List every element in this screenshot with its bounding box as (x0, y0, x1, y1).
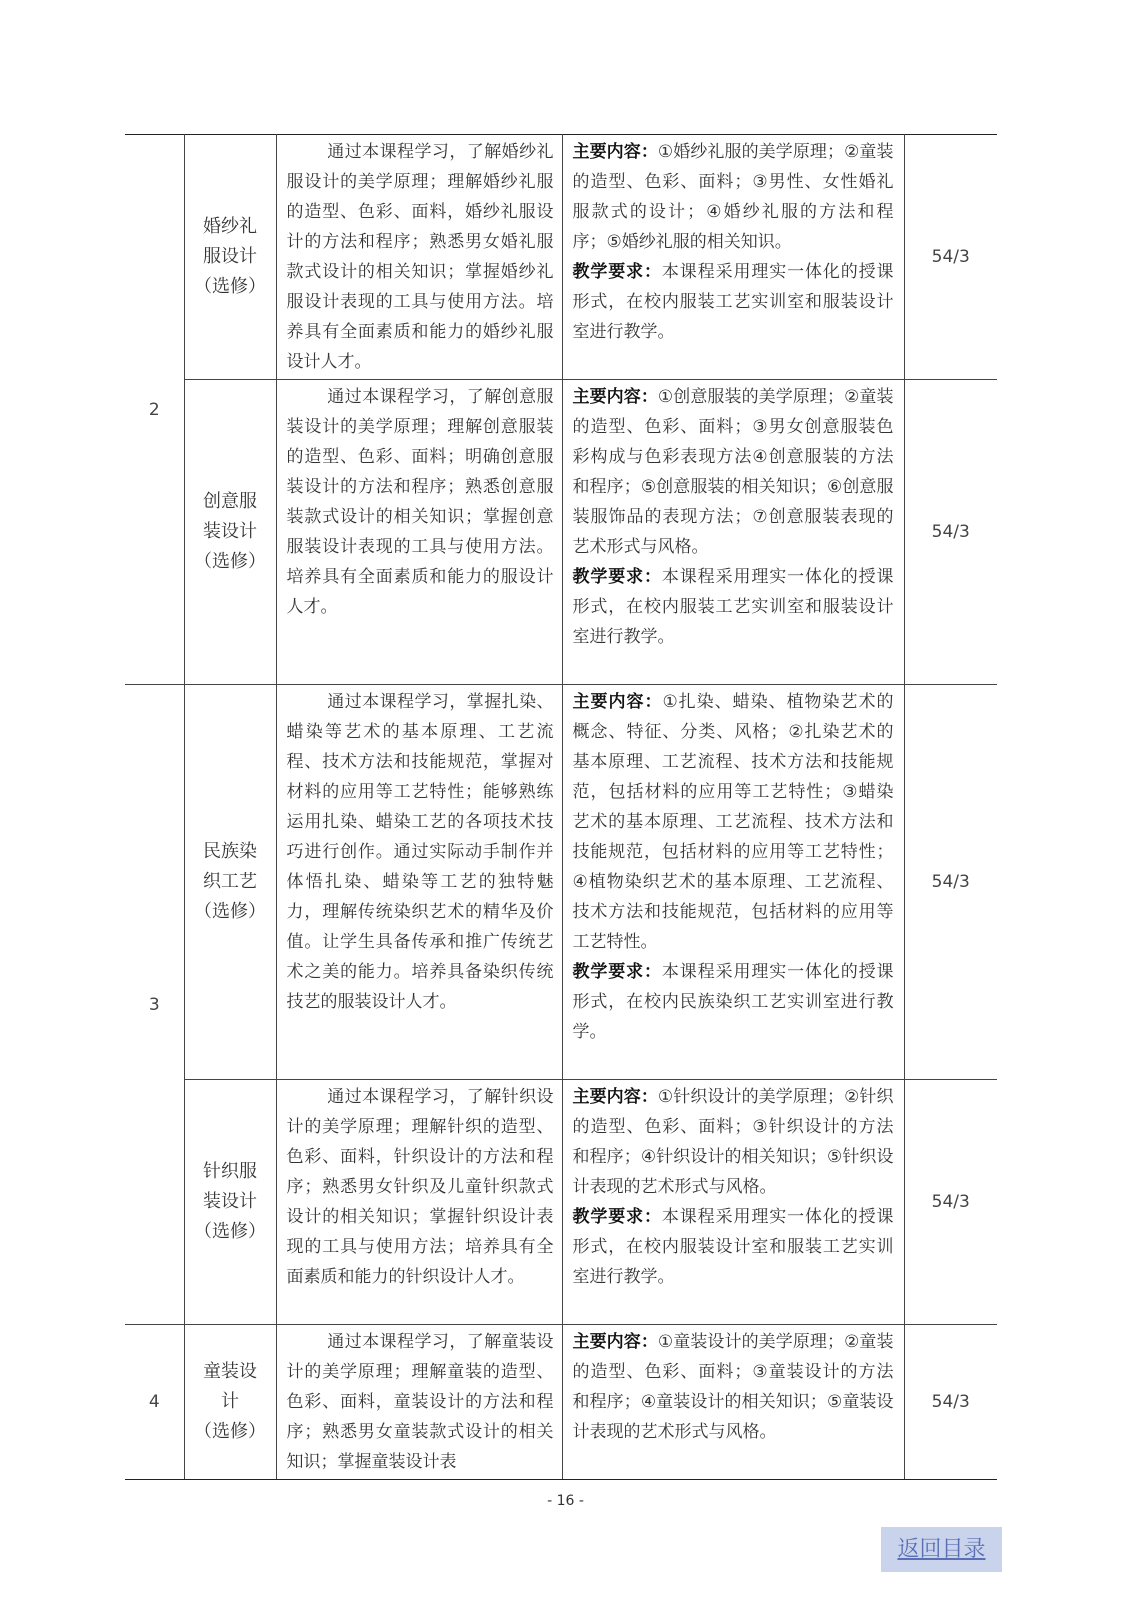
course-hours: 54/3 (904, 135, 997, 380)
teaching-requirement-text: 本课程采用理实一体化的授课形式，在校内民族染织工艺实训室进行教学。 (572, 962, 894, 1042)
course-content (562, 1080, 904, 1325)
course-name-line: 婚纱礼 (203, 216, 257, 237)
main-content-text: ①创意服装的美学原理；②童装的造型、色彩、面料；③男女创意服装色彩构成与色彩表现方法④创意服装的方法和程序；⑤创意服装的相关知识；⑥创意服装服饰品的表现方法；⑦创意服装表现的艺术形式与风格。 (572, 387, 894, 557)
main-content-text: ①针织设计的美学原理；②针织的造型、色彩、面料；③针织设计的方法和程序；④针织设计的相关知识；⑤针织设计表现的艺术形式与风格。 (572, 1087, 894, 1197)
main-content-text: ①扎染、蜡染、植物染艺术的概念、特征、分类、风格；②扎染艺术的基本原理、工艺流程、技术方法和技能规范，包括材料的应用等工艺特性；③蜡染艺术的基本原理、工艺流程、技术方法和技能规范，包括材料的应用等工艺特性；④植物染织艺术的基本原理、工艺流程、技术方法和技能规范，包括材料的应用等工艺特性。 (572, 692, 894, 952)
main-content-label: 主要内容： (572, 1332, 658, 1352)
course-name (184, 1325, 276, 1480)
course-name-line: （选修） (194, 276, 266, 297)
course-name-line: （选修） (194, 901, 266, 922)
table-row (125, 135, 997, 380)
teaching-requirement (573, 257, 894, 347)
course-name-line: （选修） (194, 1221, 266, 1242)
main-content-label: 主要内容： (572, 142, 658, 162)
main-content (573, 137, 894, 257)
course-name-line: 民族染 (203, 841, 257, 862)
teaching-requirement (573, 1202, 894, 1292)
course-name-line: 装设计 (203, 521, 257, 542)
course-hours: 54/3 (904, 1080, 997, 1325)
teaching-requirement-text: 本课程采用理实一体化的授课形式，在校内服装工艺实训室和服装设计室进行教学。 (572, 567, 894, 647)
course-name-line: 童装设 (203, 1361, 257, 1382)
course-hours: 54/3 (904, 1325, 997, 1480)
back-to-toc-button[interactable]: 返回目录 (881, 1527, 1002, 1572)
course-content (562, 685, 904, 1080)
table-row (125, 1080, 997, 1325)
course-content (562, 135, 904, 380)
teaching-requirement-label: 教学要求： (572, 262, 662, 282)
course-name-line: 计 (221, 1391, 239, 1412)
main-content (573, 1327, 894, 1447)
course-name-line: 创意服 (203, 491, 257, 512)
teaching-requirement-label: 教学要求： (572, 962, 662, 982)
course-name (184, 135, 276, 380)
teaching-requirement-label: 教学要求： (572, 567, 662, 587)
course-hours: 54/3 (904, 380, 997, 685)
course-name (184, 685, 276, 1080)
course-name (184, 380, 276, 685)
teaching-requirement (573, 957, 894, 1047)
course-goal: 通过本课程学习，掌握扎染、蜡染等艺术的基本原理、工艺流程、技术方法和技能规范，掌握对材料的应用等工艺特性；能够熟练运用扎染、蜡染工艺的各项技术技巧进行创作。通过实际动手制作并体悟扎染、蜡染等工艺的独特魅力，理解传统染织艺术的精华及价值。让学生具备传承和推广传统艺术之美的能力。培养具备染织传统技艺的服装设计人才。 (276, 685, 562, 1080)
course-goal: 通过本课程学习，了解童装设计的美学原理；理解童装的造型、色彩、面料，童装设计的方法和程序；熟悉男女童装款式设计的相关知识；掌握童装设计表 (276, 1325, 562, 1480)
table-row (125, 1325, 997, 1480)
course-content (562, 1325, 904, 1480)
course-name-line: 服设计 (203, 246, 257, 267)
course-name (184, 1080, 276, 1325)
main-content-label: 主要内容： (572, 692, 663, 712)
course-content (562, 380, 904, 685)
teaching-requirement (573, 562, 894, 652)
row-number: 2 (125, 135, 184, 685)
course-goal: 通过本课程学习，了解婚纱礼服设计的美学原理；理解婚纱礼服的造型、色彩、面料，婚纱礼服设计的方法和程序；熟悉男女婚礼服款式设计的相关知识；掌握婚纱礼服设计表现的工具与使用方法。培养具有全面素质和能力的婚纱礼服设计人才。 (276, 135, 562, 380)
course-name-line: 针织服 (203, 1161, 257, 1182)
course-goal: 通过本课程学习，了解针织设计的美学原理；理解针织的造型、色彩、面料，针织设计的方法和程序；熟悉男女针织及儿童针织款式设计的相关知识；掌握针织设计表现的工具与使用方法；培养具有全面素质和能力的针织设计人才。 (276, 1080, 562, 1325)
main-content (573, 382, 894, 562)
course-name-line: 织工艺 (203, 871, 257, 892)
course-name-line: 装设计 (203, 1191, 257, 1212)
row-number: 3 (125, 685, 184, 1325)
main-content (573, 687, 894, 957)
main-content-text: ①婚纱礼服的美学原理；②童装的造型、色彩、面料；③男性、女性婚礼服款式的设计；④婚纱礼服的方法和程序；⑤婚纱礼服的相关知识。 (572, 142, 894, 252)
teaching-requirement-text: 本课程采用理实一体化的授课形式，在校内服装工艺实训室和服装设计室进行教学。 (572, 262, 894, 342)
main-content-text: ①童装设计的美学原理；②童装的造型、色彩、面料；③童装设计的方法和程序；④童装设计的相关知识；⑤童装设计表现的艺术形式与风格。 (572, 1332, 894, 1442)
course-name-line: （选修） (194, 551, 266, 572)
main-content-label: 主要内容： (572, 1087, 658, 1107)
teaching-requirement-label: 教学要求： (572, 1207, 662, 1227)
course-hours: 54/3 (904, 685, 997, 1080)
main-content-label: 主要内容： (572, 387, 658, 407)
course-goal: 通过本课程学习，了解创意服装设计的美学原理；理解创意服装的造型、色彩、面料；明确创意服装设计的方法和程序；熟悉创意服装款式设计的相关知识；掌握创意服装设计表现的工具与使用方法。培养具有全面素质和能力的服设计人才。 (276, 380, 562, 685)
main-content (573, 1082, 894, 1202)
course-name-line: （选修） (194, 1421, 266, 1442)
row-number: 4 (125, 1325, 184, 1480)
course-table (125, 134, 997, 1480)
teaching-requirement-text: 本课程采用理实一体化的授课形式，在校内服装设计室和服装工艺实训室进行教学。 (572, 1207, 894, 1287)
table-row (125, 380, 997, 685)
page-number: - 16 - (547, 1493, 584, 1509)
table-row (125, 685, 997, 1080)
